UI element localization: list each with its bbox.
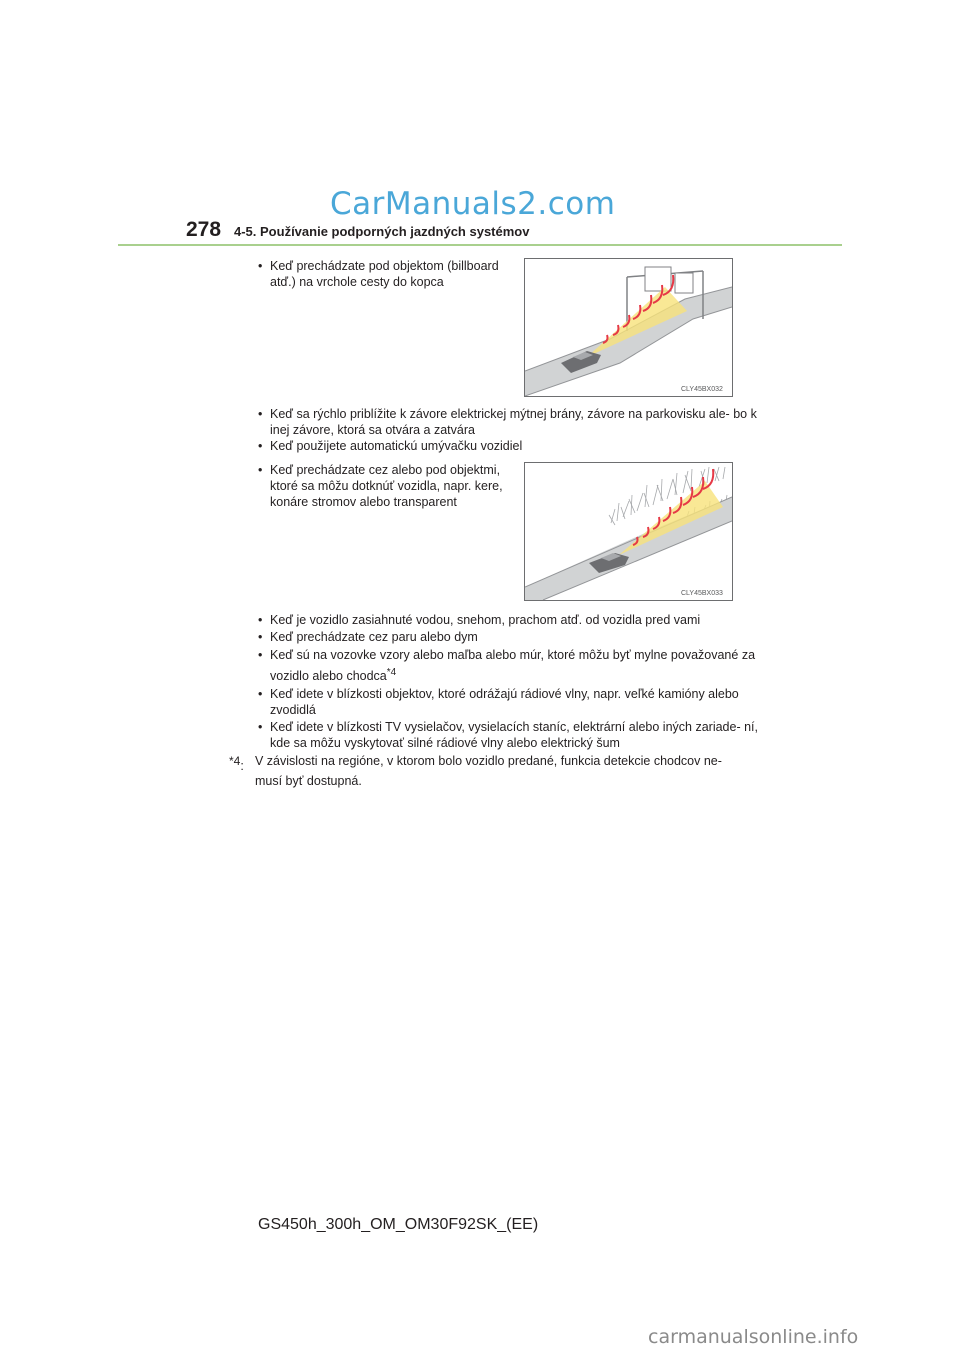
section-title: 4-5. Používanie podporných jazdných systémov — [234, 224, 530, 239]
footnote — [229, 751, 749, 791]
car-under-billboard-illustration — [525, 259, 732, 396]
bullet-mark: • — [258, 613, 263, 627]
figure-billboard — [524, 258, 733, 397]
bullet-mark: • — [258, 630, 263, 644]
list-item — [254, 438, 762, 454]
bullet-mark: • — [258, 259, 263, 273]
bullet-mark: • — [258, 439, 263, 453]
figure-code: CLY45BX033 — [681, 590, 723, 597]
figure-code: CLY45BX032 — [681, 386, 723, 393]
item-text: Keď použijete automatickú umývačku vozidiel — [270, 439, 523, 453]
bullet-mark: • — [258, 463, 263, 477]
list-item — [254, 406, 762, 438]
item-text: Keď sa rýchlo priblížite k závore elektrickej mýtnej brány, závore na parkovisku ale- bo k inej závore, ktorá sa otvára a zatvára — [270, 407, 757, 437]
list-item — [254, 646, 762, 685]
list-item — [254, 462, 524, 510]
header-rule — [118, 244, 842, 246]
watermark-bottom: carmanualsonline.info — [648, 1326, 859, 1348]
footnote-marker: *4 — [229, 754, 241, 768]
footnote-text: V závislosti na regióne, v ktorom bolo vozidlo predané, funkcia detekcie chodcov ne- musí byť dostupná. — [255, 754, 722, 788]
footnote-ref: *4 — [386, 667, 397, 678]
document-code: GS450h_300h_OM_OM30F92SK_(EE) — [258, 1216, 539, 1233]
item-text: Keď prechádzate pod objektom (billboard atď.) na vrchole cesty do kopca — [270, 259, 499, 289]
item-text: Keď idete v blízkosti objektov, ktoré odrážajú rádiové vlny, napr. veľké kamióny alebo zvodidlá — [270, 687, 739, 717]
figure-bushes — [524, 462, 733, 601]
watermark-top: CarManuals2.com — [330, 186, 616, 222]
bullet-mark: • — [258, 407, 263, 421]
list-item — [254, 719, 762, 751]
bullet-mark: • — [258, 687, 263, 701]
page-number: 278 — [186, 218, 222, 241]
car-near-bushes-illustration — [525, 463, 732, 600]
list-item — [254, 258, 524, 290]
list-item — [254, 686, 762, 718]
item-text: Keď prechádzate cez alebo pod objektmi, ktoré sa môžu dotknúť vozidla, napr. kere, konáre stromov alebo transparent — [270, 463, 503, 509]
item-text: Keď je vozidlo zasiahnuté vodou, snehom, prachom atď. od vozidla pred vami — [270, 613, 701, 627]
bullet-mark: • — [258, 720, 263, 734]
item-text: Keď idete v blízkosti TV vysielačov, vysielacích staníc, elektrární alebo iných zariade- ní, kde sa môžu vyskytovať silné rádiové vlny alebo elektrický šum — [270, 720, 758, 750]
bullet-mark: • — [258, 648, 263, 662]
item-text: Keď prechádzate cez paru alebo dym — [270, 630, 478, 644]
item-text: Keď sú na vozovke vzory alebo maľba alebo múr, ktoré môžu byť mylne považované za vozidlo alebo chodca — [270, 648, 756, 684]
footnote-colon: : — [240, 759, 244, 774]
list-item — [254, 629, 762, 645]
list-item — [254, 612, 762, 628]
